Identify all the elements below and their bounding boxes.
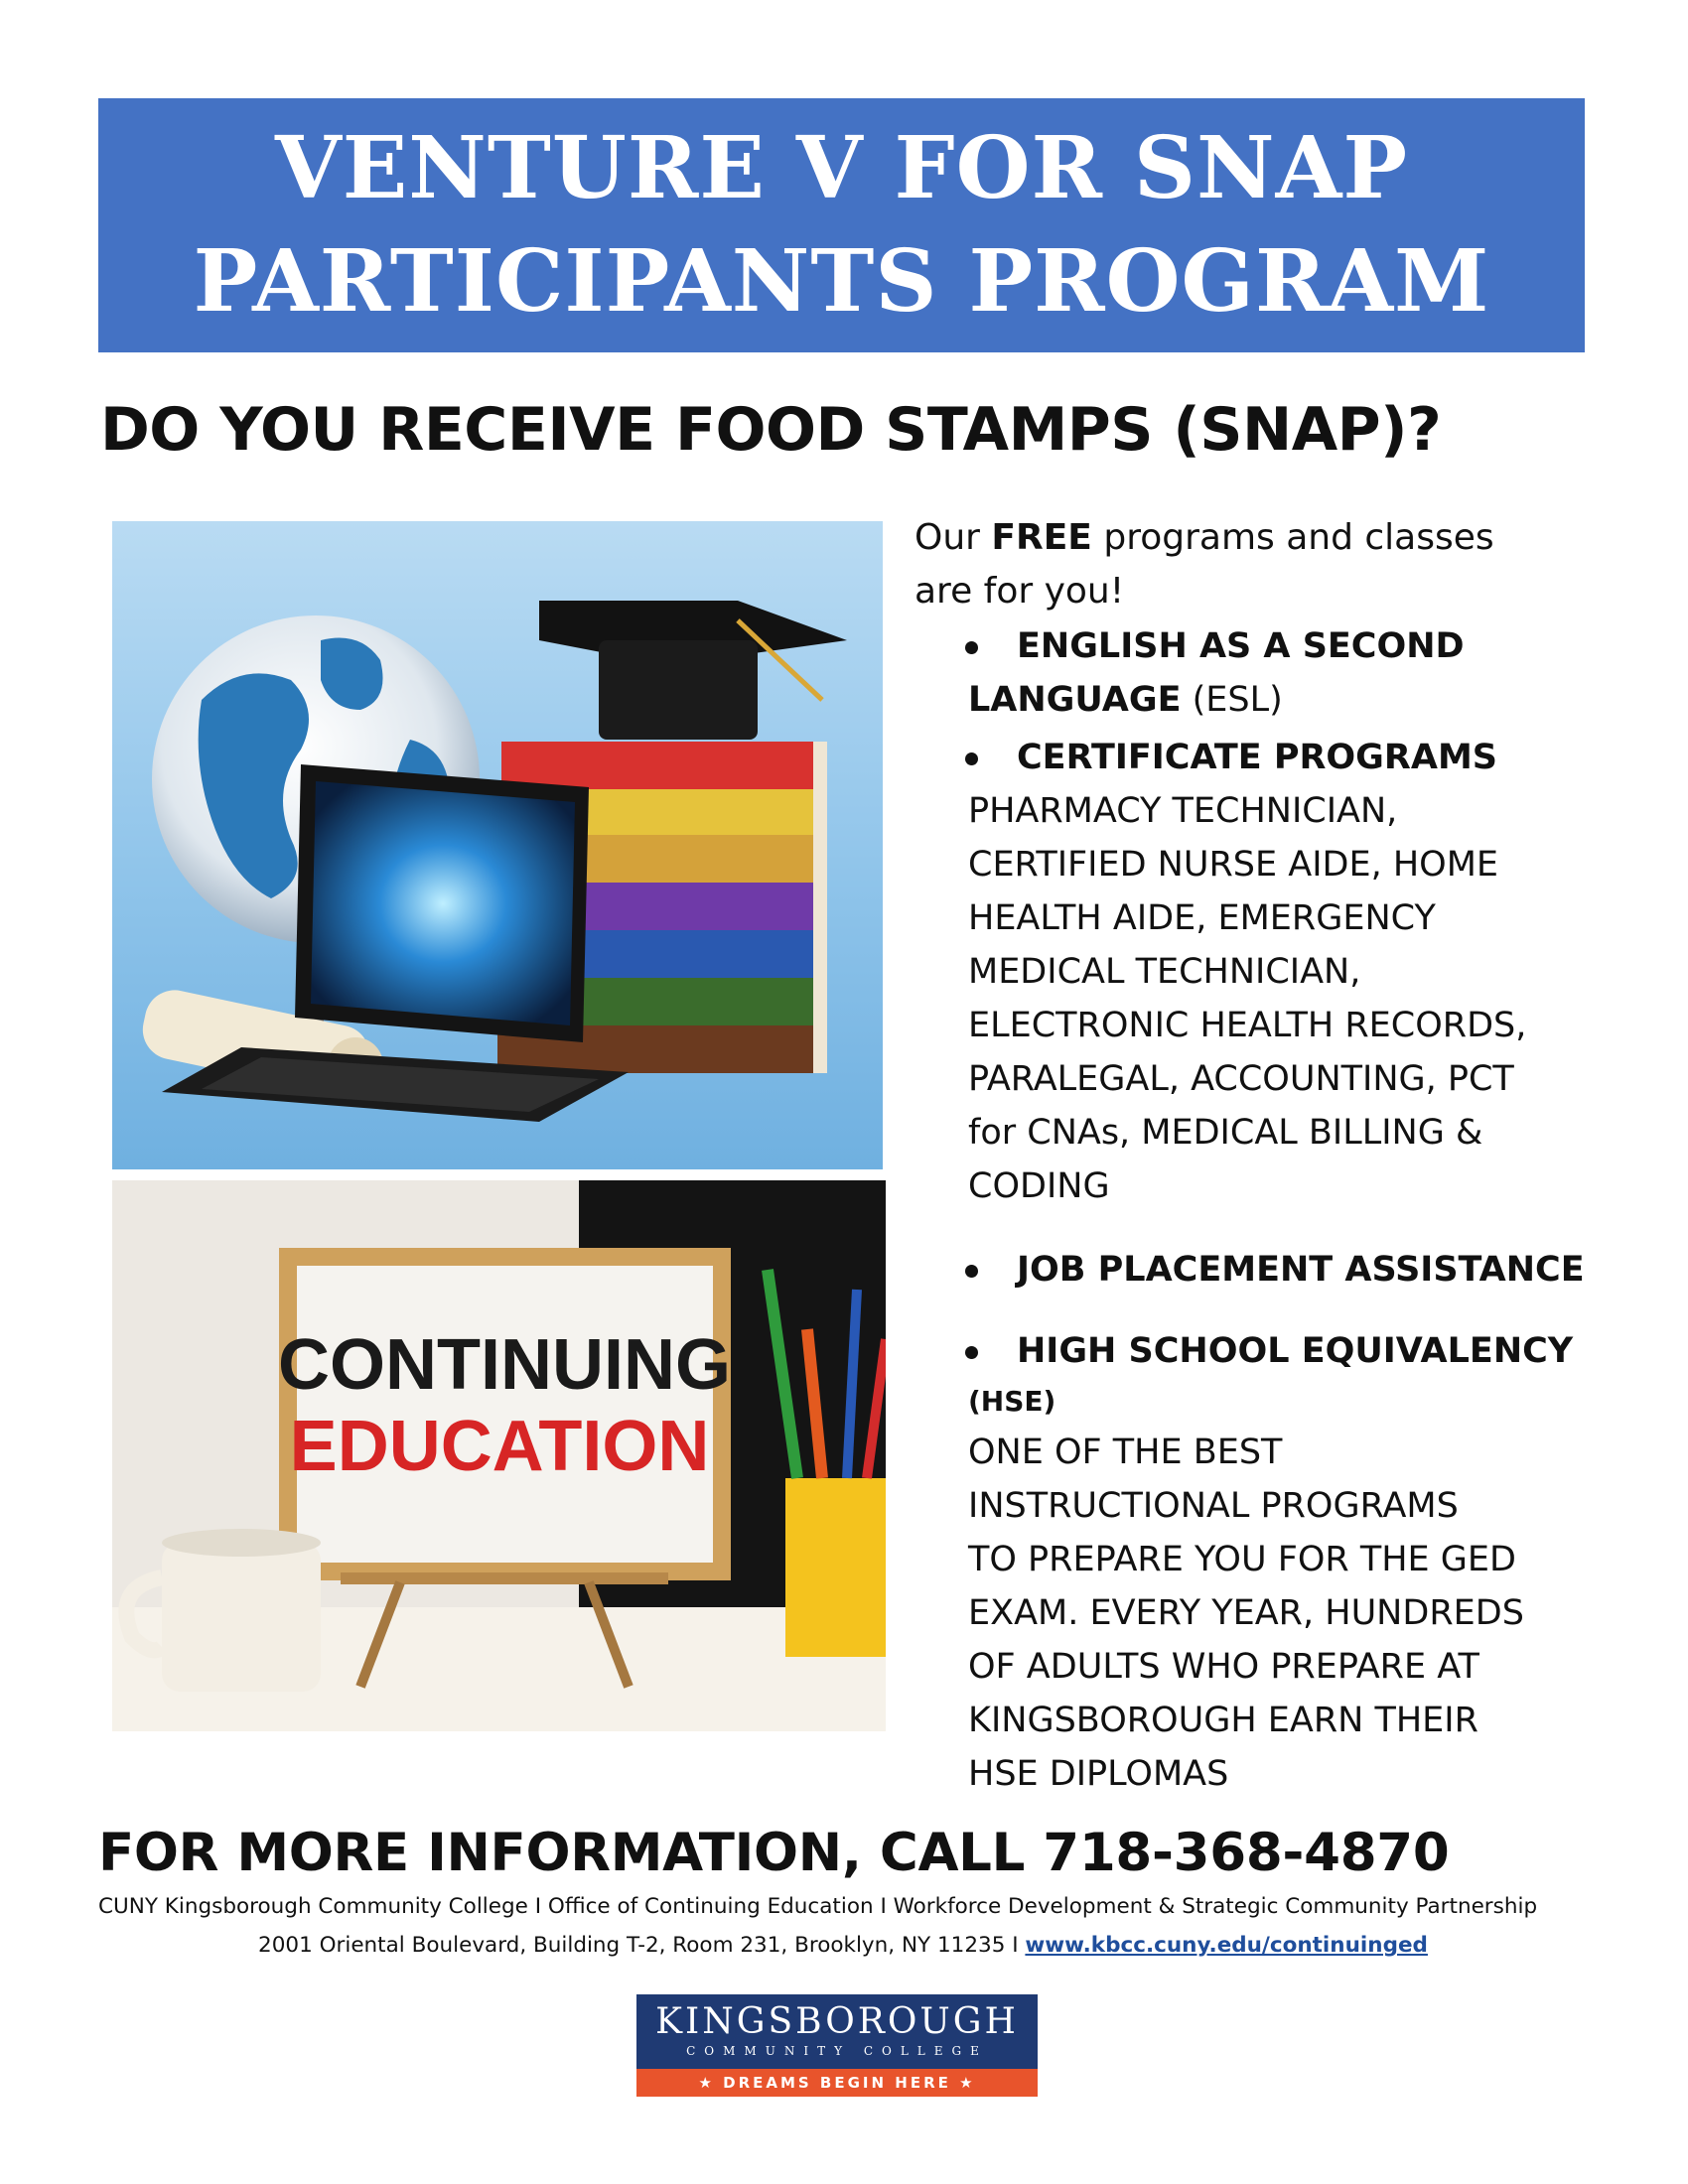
website-link[interactable]: www.kbcc.cuny.edu/continuinged (1025, 1933, 1428, 1958)
logo-sub: COMMUNITY COLLEGE (686, 2044, 988, 2058)
program-title-certificate: CERTIFICATE PROGRAMS (1017, 738, 1497, 777)
intro-text (914, 511, 1550, 618)
program-title-esl: ENGLISH AS A SECOND (1017, 626, 1465, 666)
program-list (968, 619, 1594, 1801)
banner-line-2: PARTICIPANTS PROGRAM (193, 231, 1490, 332)
footer-organization: CUNY Kingsborough Community College I Office of Continuing Education I Workforce Development & Strategic Community Partnership (98, 1894, 1538, 1919)
title-banner (98, 98, 1585, 352)
intro-prefix: Our (914, 517, 992, 558)
program-title-hse: HIGH SCHOOL EQUIVALENCY (1017, 1331, 1574, 1371)
program-body-hse: ONE OF THE BEST INSTRUCTIONAL PROGRAMS TO PREPARE YOU FOR THE GED EXAM. EVERY YEAR, HUNDREDS OF ADULTS WHO PREPARE AT KINGSBOROUGH EARN THEIR HSE DIPLOMAS (968, 1433, 1524, 1794)
globe-laptop-books-image (112, 521, 883, 1169)
program-title-esl-suffix: (ESL) (1181, 680, 1283, 720)
bullet-icon (965, 1265, 978, 1278)
logo-name: KINGSBOROUGH (655, 2001, 1019, 2042)
intro-suffix: programs and classes are for you! (914, 517, 1494, 612)
footer-address-text: 2001 Oriental Boulevard, Building T-2, Room 231, Brooklyn, NY 11235 I (258, 1933, 1026, 1958)
bullet-icon (965, 1346, 978, 1359)
headline: DO YOU RECEIVE FOOD STAMPS (SNAP)? (100, 395, 1442, 465)
logo-tagline: ★ DREAMS BEGIN HERE ★ (636, 2069, 1038, 2097)
education-illustration (112, 521, 883, 1169)
intro-free: FREE (991, 517, 1092, 558)
continuing-education-board (112, 1180, 886, 1731)
list-item (968, 619, 1594, 727)
list-item (968, 1243, 1594, 1297)
bullet-icon (965, 641, 978, 654)
board-text-continuing: CONTINUING (278, 1325, 731, 1405)
bullet-icon (965, 752, 978, 765)
call-to-action: FOR MORE INFORMATION, CALL 718-368-4870 (98, 1823, 1450, 1883)
program-subtitle-hse: (HSE) (968, 1385, 1056, 1418)
list-item (968, 1324, 1594, 1801)
footer-address (98, 1933, 1588, 1958)
kingsborough-logo (636, 1994, 1038, 2097)
banner-line-1: VENTURE V FOR SNAP (275, 118, 1408, 218)
program-title-job: JOB PLACEMENT ASSISTANCE (1017, 1250, 1585, 1290)
program-body-certificate: PHARMACY TECHNICIAN, CERTIFIED NURSE AIDE, HOME HEALTH AIDE, EMERGENCY MEDICAL TECHNICIAN, ELECTRONIC HEALTH RECORDS, PARALEGAL, ACCOUNTING, PCT for CNAs, MEDICAL BILLING & CODING (968, 791, 1527, 1206)
program-title-esl-cont: LANGUAGE (968, 680, 1182, 720)
list-item (968, 731, 1594, 1213)
board-text-education: EDUCATION (289, 1407, 710, 1486)
continuing-education-photo (112, 1180, 886, 1731)
